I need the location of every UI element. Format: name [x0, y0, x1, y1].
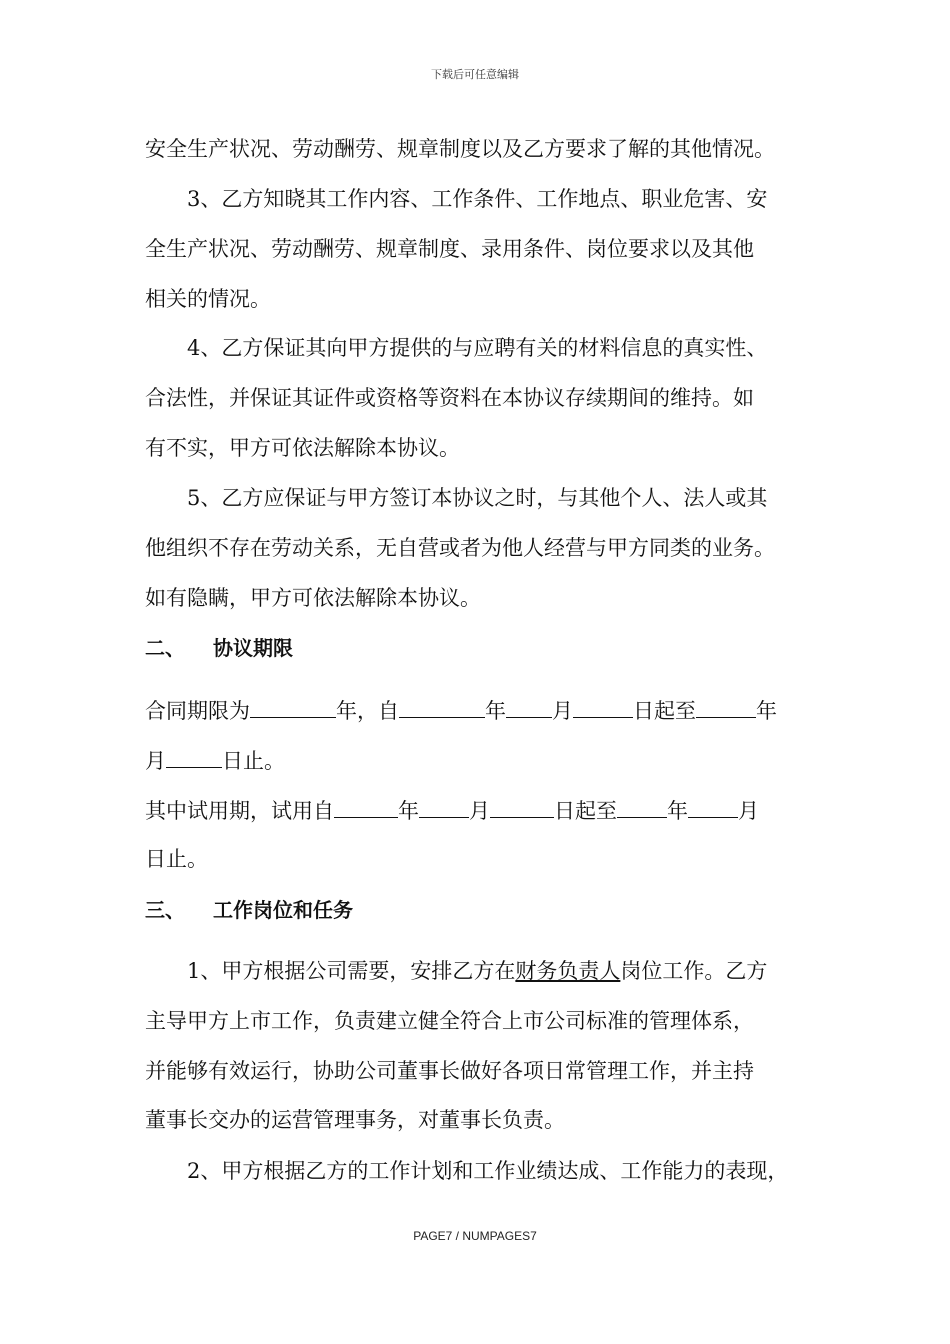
- term-text: 日止。: [222, 749, 285, 773]
- trial-text: 年: [667, 799, 688, 823]
- section-title: 工作岗位和任务: [213, 898, 353, 922]
- blank-field: [506, 695, 552, 718]
- paragraph-line: 合法性，并保证其证件或资格等资料在本协议存续期间的维持。如: [145, 386, 754, 410]
- paragraph-line: 他组织不存在劳动关系，无自营或者为他人经营与甲方同类的业务。: [145, 536, 775, 560]
- page-header: 下载后可任意编辑: [431, 68, 519, 81]
- blank-field: [419, 795, 469, 818]
- trial-text: 年: [398, 799, 419, 823]
- section-heading: [145, 634, 293, 662]
- paragraph-line: 安全生产状况、劳动酬劳、规章制度以及乙方要求了解的其他情况。: [145, 137, 775, 161]
- trial-text: 其中试用期，试用自: [145, 799, 334, 823]
- paragraph-line: 4、乙方保证其向甲方提供的与应聘有关的材料信息的真实性、: [187, 336, 768, 360]
- blank-field: [334, 795, 398, 818]
- section-number: 二、: [145, 636, 185, 660]
- position-name: 财务负责人: [515, 959, 621, 983]
- line-text: 1、甲方根据公司需要，安排乙方在: [187, 959, 516, 983]
- blank-field: [399, 695, 485, 718]
- blank-field: [696, 695, 756, 718]
- blank-field: [573, 695, 633, 718]
- paragraph-line: 2、甲方根据乙方的工作计划和工作业绩达成、工作能力的表现，: [187, 1159, 789, 1183]
- line-text: 岗位工作。乙方: [620, 959, 768, 983]
- term-line: [145, 745, 285, 775]
- paragraph-line: 并能够有效运行，协助公司董事长做好各项日常管理工作，并主持: [145, 1059, 754, 1083]
- blank-field: [250, 695, 336, 718]
- paragraph-line: [187, 957, 767, 985]
- blank-field: [688, 795, 738, 818]
- term-text: 合同期限为: [145, 699, 250, 723]
- paragraph-line: 有不实，甲方可依法解除本协议。: [145, 436, 460, 460]
- paragraph-line: 主导甲方上市工作，负责建立健全符合上市公司标准的管理体系，: [145, 1009, 754, 1033]
- paragraph-line: 3、乙方知晓其工作内容、工作条件、工作地点、职业危害、安: [187, 187, 768, 211]
- blank-field: [166, 745, 222, 768]
- paragraph-line: 5、乙方应保证与甲方签订本协议之时，与其他个人、法人或其: [187, 486, 768, 510]
- page-footer: PAGE7 / NUMPAGES7: [413, 1229, 537, 1243]
- blank-field: [617, 795, 667, 818]
- paragraph-line: 全生产状况、劳动酬劳、规章制度、录用条件、岗位要求以及其他: [145, 237, 754, 261]
- paragraph-line: 如有隐瞒，甲方可依法解除本协议。: [145, 586, 481, 610]
- term-text: 月: [145, 749, 166, 773]
- term-text: 年: [485, 699, 506, 723]
- paragraph-line: 董事长交办的运营管理事务，对董事长负责。: [145, 1108, 565, 1132]
- trial-text: 月: [738, 799, 759, 823]
- term-text: 月: [552, 699, 573, 723]
- trial-line: [145, 795, 759, 825]
- trial-line: 日止。: [145, 847, 208, 871]
- trial-text: 月: [469, 799, 490, 823]
- term-line: [145, 695, 777, 725]
- term-text: 日起至: [633, 699, 696, 723]
- paragraph-line: 相关的情况。: [145, 287, 271, 311]
- section-heading: [145, 896, 353, 924]
- blank-field: [490, 795, 554, 818]
- term-text: 年，自: [336, 699, 399, 723]
- term-text: 年: [756, 699, 777, 723]
- trial-text: 日起至: [554, 799, 617, 823]
- section-number: 三、: [145, 898, 185, 922]
- section-title: 协议期限: [213, 636, 293, 660]
